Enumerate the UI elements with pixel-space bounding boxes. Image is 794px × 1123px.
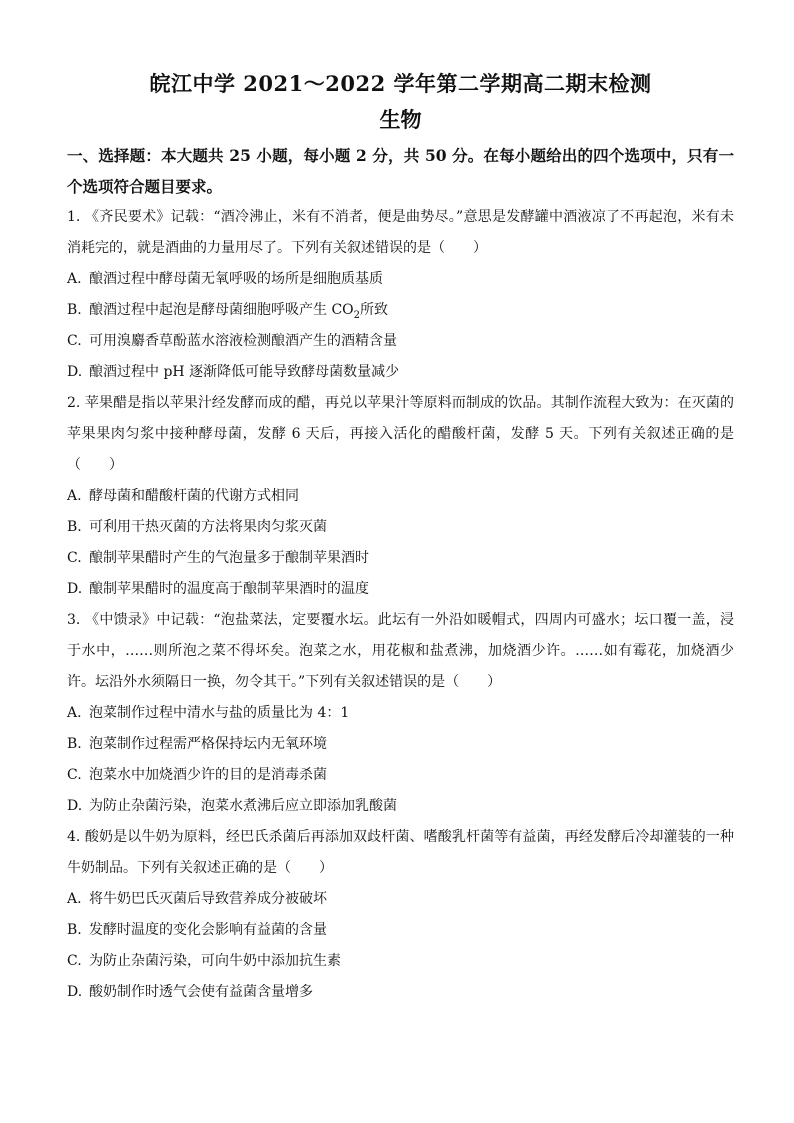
option-text: 泡菜制作过程需严格保持坛内无氧环境 xyxy=(89,736,327,752)
option-letter: A. xyxy=(67,271,82,287)
question-2 xyxy=(67,388,734,605)
option-text: 可利用干热灭菌的方法将果肉匀浆灭菌 xyxy=(89,519,327,535)
option-a xyxy=(67,481,734,512)
subject-title: 生物 xyxy=(379,107,422,132)
exam-title: 皖江中学 2021～2022 学年第二学期高二期末检测 xyxy=(149,71,652,96)
subscript: 2 xyxy=(353,309,361,321)
option-text: 为防止杂菌污染，泡菜水煮沸后应立即添加乳酸菌 xyxy=(89,798,397,814)
option-letter: B. xyxy=(67,302,82,318)
option-text: 发酵时温度的变化会影响有益菌的含量 xyxy=(89,922,327,938)
option-c xyxy=(67,946,734,977)
option-letter: D. xyxy=(67,984,83,1000)
question-stem: 2. 苹果醋是指以苹果汁经发酵而成的醋，再兑以苹果汁等原料而制成的饮品。其制作流程大致为：在灭菌的苹果果肉匀浆中接种酵母菌，发酵 6 天后，再接入活化的醋酸杆菌，发酵 5 天。下列有关叙述正确的是（ ） xyxy=(67,395,734,473)
option-text: 酿酒过程中酵母菌无氧呼吸的场所是细胞质基质 xyxy=(89,271,383,287)
option-d xyxy=(67,791,734,822)
option-text-tail: 所致 xyxy=(360,302,389,318)
option-text: 泡菜制作过程中清水与盐的质量比为 4：1 xyxy=(89,705,350,721)
question-stem: 3. 《中馈录》中记载：“泡盐菜法，定要覆水坛。此坛有一外沿如暖帽式，四周内可盛水；坛口覆一盖，浸于水中，……则所泡之菜不得坏矣。泡菜之水，用花椒和盐煮沸，加烧酒少许。……如有霉花，加烧酒少许。坛沿外水须隔日一换，勿令其干。”下列有关叙述错误的是（ ） xyxy=(67,612,734,690)
option-b xyxy=(67,729,734,760)
option-text: 为防止杂菌污染，可向牛奶中添加抗生素 xyxy=(89,953,341,969)
question-4 xyxy=(67,822,734,1008)
option-letter: B. xyxy=(67,519,82,535)
option-letter: B. xyxy=(67,736,82,752)
option-letter: D. xyxy=(67,364,83,380)
question-stem: 1. 《齐民要术》记载：“酒冷沸止，米有不消者，便是曲势尽。”意思是发酵罐中酒液凉了不再起泡，米有未消耗完的，就是酒曲的力量用尽了。下列有关叙述错误的是（ ） xyxy=(67,209,734,256)
question-3 xyxy=(67,605,734,822)
section-heading: 一、选择题：本大题共 25 小题，每小题 2 分，共 50 分。在每小题给出的四个选项中，只有一个选项符合题目要求。 xyxy=(67,146,734,196)
option-letter: C. xyxy=(67,550,82,566)
option-text: 可用溴麝香草酚蓝水溶液检测酿酒产生的酒精含量 xyxy=(89,333,397,349)
option-letter: A. xyxy=(67,705,82,721)
option-text: 将牛奶巴氏灭菌后导致营养成分被破坏 xyxy=(89,891,327,907)
option-text: 酿酒过程中 pH 逐渐降低可能导致酵母菌数量减少 xyxy=(89,364,400,380)
option-text: 酿制苹果醋时的温度高于酿制苹果酒时的温度 xyxy=(89,581,369,597)
option-letter: C. xyxy=(67,767,82,783)
option-letter: A. xyxy=(67,891,82,907)
option-text: 泡菜水中加烧酒少许的目的是消毒杀菌 xyxy=(89,767,327,783)
option-a xyxy=(67,884,734,915)
option-a xyxy=(67,264,734,295)
option-text: 酿酒过程中起泡是酵母菌细胞呼吸产生 CO xyxy=(89,302,354,318)
option-letter: D. xyxy=(67,798,83,814)
option-text: 酵母菌和醋酸杆菌的代谢方式相同 xyxy=(89,488,299,504)
option-a xyxy=(67,698,734,729)
option-d xyxy=(67,977,734,1008)
option-letter: B. xyxy=(67,922,82,938)
option-letter: C. xyxy=(67,333,82,349)
option-b xyxy=(67,915,734,946)
option-c xyxy=(67,760,734,791)
option-d xyxy=(67,574,734,605)
option-c xyxy=(67,543,734,574)
option-letter: C. xyxy=(67,953,82,969)
option-b xyxy=(67,295,734,326)
question-stem: 4. 酸奶是以牛奶为原料，经巴氏杀菌后再添加双歧杆菌、嗜酸乳杆菌等有益菌，再经发酵后冷却灌装的一种牛奶制品。下列有关叙述正确的是（ ） xyxy=(67,829,734,876)
question-1 xyxy=(67,202,734,388)
option-text: 酸奶制作时透气会使有益菌含量增多 xyxy=(89,984,313,1000)
option-letter: A. xyxy=(67,488,82,504)
option-b xyxy=(67,512,734,543)
option-c xyxy=(67,326,734,357)
option-d xyxy=(67,357,734,388)
option-letter: D. xyxy=(67,581,83,597)
option-text: 酿制苹果醋时产生的气泡量多于酿制苹果酒时 xyxy=(89,550,369,566)
